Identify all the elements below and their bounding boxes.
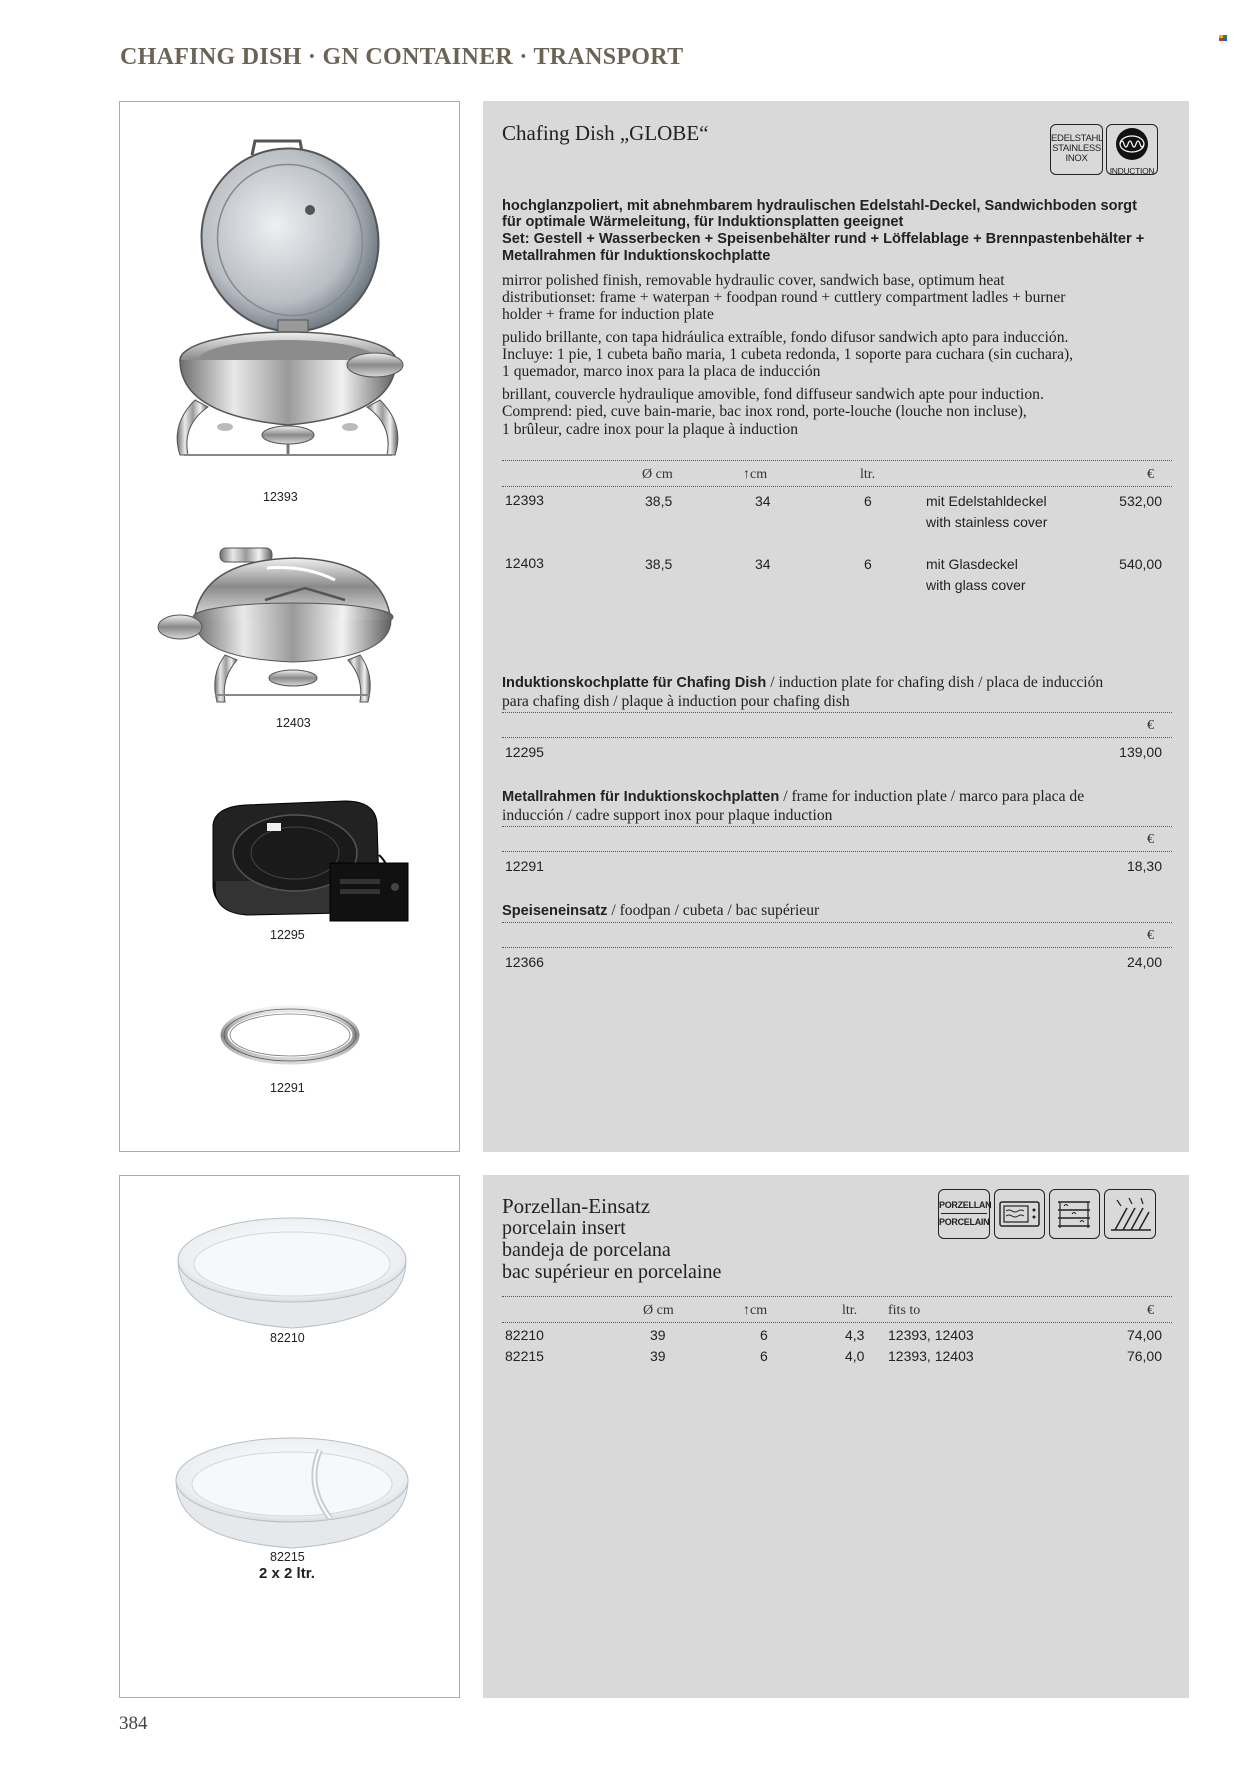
height-arrow-icon: ↑ [743,467,750,482]
foodpan-currency: € [1147,928,1154,943]
badge-text-inox: INOX [1065,153,1088,164]
header-volume: ltr. [860,467,876,482]
dishwasher-glyph [1050,1190,1099,1238]
image-code-12403: 12403 [276,716,311,730]
header-volume: ltr. [842,1303,858,1318]
desc-es-line-3: 1 quemador, marco inox para la placa de inducción [502,363,821,380]
product-title-porcelain: Porzellan-Einsatz [502,1194,651,1218]
desc-fr-line-2: Comprend: pied, cuve bain-marie, bac inox rond, porte-louche (louche non incluse), [502,403,1027,420]
table-divider [502,826,1172,827]
page-number: 384 [119,1713,148,1734]
table-divider [502,1296,1172,1297]
row-code: 82210 [505,1327,544,1343]
porcelain-sub-en: porcelain insert [502,1217,626,1239]
badge-text-porcelain: PORCELAIN [939,1217,990,1227]
row-code: 12393 [505,492,544,508]
induction-plate-title-bold: Induktionskochplatte für Chafing Dish [502,675,767,691]
desc-de-line-3: Set: Gestell + Wasserbecken + Speisenbehälter rund + Löffelablage + Brennpastenbehälter + [502,231,1145,247]
metal-ring-frame-icon [215,1000,365,1070]
row-diameter: 38,5 [645,556,673,572]
row-desc-en: with stainless cover [926,514,1048,530]
row-code: 82215 [505,1348,544,1364]
induction-plate-icon [205,795,415,930]
microwave-icon [994,1189,1045,1239]
header-currency: € [1147,467,1154,482]
row-price: 76,00 [1126,1348,1162,1364]
row-code: 12403 [505,555,544,571]
metal-frame-title-bold: Metallrahmen für Induktionskochplatten [502,789,780,805]
microwave-glyph [995,1190,1044,1238]
dishwasher-icon [1049,1189,1100,1239]
row-code: 12291 [505,858,544,874]
oven-heat-glyph [1105,1190,1155,1238]
desc-en-line-1: mirror polished finish, removable hydraulic cover, sandwich base, optimum heat [502,272,1005,289]
header-height [743,1303,767,1319]
oven-heat-icon [1104,1189,1156,1239]
table-divider [502,460,1172,461]
foodpan-title-bold: Speiseneinsatz [502,903,608,919]
desc-fr-line-1: brillant, couvercle hydraulique amovible, fond diffuseur sandwich apte pour induction. [502,386,1044,403]
image-code-12295: 12295 [270,928,305,942]
row-desc-de: mit Glasdeckel [926,556,1018,572]
header-height [743,467,767,483]
table-divider [502,486,1172,487]
row-height: 6 [760,1327,768,1343]
desc-es-line-2: Incluye: 1 pie, 1 cubeta baño maria, 1 cubeta redonda, 1 soporte para cuchara (sin cuchara), [502,346,1074,363]
row-height: 34 [755,556,771,572]
row-price: 139,00 [1119,744,1162,760]
row-desc-de: mit Edelstahldeckel [926,493,1047,509]
desc-fr-line-3: 1 brûleur, cadre inox pour la plaque à induction [502,421,798,438]
row-price: 18,30 [1126,858,1162,874]
header-fits: fits to [888,1303,921,1318]
badge-text-stainless: STAINLESS [1052,143,1101,154]
row-volume: 4,3 [845,1327,865,1343]
induction-badge [1106,124,1158,175]
table-divider [502,1322,1172,1323]
induction-plate-title [502,674,1182,692]
desc-en-line-3: holder + frame for induction plate [502,306,714,323]
induction-plate-title-line2: para chafing dish / plaque à induction pour chafing dish [502,693,850,710]
row-diameter: 38,5 [645,493,673,509]
foodpan-title [502,902,1182,920]
row-height: 34 [755,493,771,509]
row-desc-en: with glass cover [926,577,1026,593]
row-diameter: 39 [650,1348,666,1364]
porcelain-sub-es: bandeja de porcelana [502,1239,671,1261]
row-fits: 12393, 12403 [888,1348,974,1364]
metal-frame-currency: € [1147,832,1154,847]
stainless-steel-badge [1050,124,1103,175]
badge-text-porzellan: PORZELLAN [939,1200,992,1210]
header-height-label: cm [750,467,768,482]
image-code-12291: 12291 [270,1081,305,1095]
header-currency: € [1147,1303,1154,1318]
metal-frame-title-rest: / frame for induction plate / marco para placa de [779,788,1085,805]
image-code-12393: 12393 [263,490,298,504]
induction-plate-title-rest: / induction plate for chafing dish / placa de inducción [766,674,1104,691]
page-header-title: CHAFING DISH · GN CONTAINER · TRANSPORT [120,44,684,70]
desc-de-line-1: hochglanzpoliert, mit abnehmbarem hydraulischen Edelstahl-Deckel, Sandwichboden sorgt [502,198,1137,214]
badge-text-edelstahl: EDELSTAHL [1051,133,1104,144]
row-diameter: 39 [650,1327,666,1343]
row-code: 12366 [505,954,544,970]
row-price: 74,00 [1126,1327,1162,1343]
porcelain-divided-insert-icon [170,1430,415,1555]
row-price: 532,00 [1119,493,1162,509]
desc-es-line-1: pulido brillante, con tapa hidráulica extraíble, fondo difusor sandwich apto para inducción. [502,329,1069,346]
header-height-label: cm [750,1303,768,1318]
desc-de-line-2: für optimale Wärmeleitung, für Induktionsplatten geeignet [502,214,904,230]
color-mark-icon [1219,35,1227,42]
porcelain-badge [938,1189,990,1239]
desc-en-line-2: distributionset: frame + waterpan + foodpan round + cuttlery compartment ladles + burner [502,289,1066,306]
image-code-82210: 82210 [270,1331,305,1345]
porcelain-sub-fr: bac supérieur en porcelaine [502,1261,722,1283]
table-divider [502,737,1172,738]
induction-plate-currency: € [1147,718,1154,733]
porcelain-round-insert-icon [172,1210,412,1335]
product-title-globe: Chafing Dish „GLOBE“ [502,121,709,145]
row-volume: 4,0 [845,1348,865,1364]
metal-frame-title-line2: inducción / cadre support inox pour plaque induction [502,807,833,824]
chafing-dish-closed-lid-icon [155,540,420,710]
header-diameter: Ø cm [642,467,673,482]
image-code-82215: 82215 [270,1550,305,1564]
row-price: 24,00 [1126,954,1162,970]
row-code: 12295 [505,744,544,760]
row-height: 6 [760,1348,768,1364]
row-volume: 6 [864,556,872,572]
metal-frame-title [502,788,1182,806]
badge-text-induction: INDUCTION [1109,166,1155,176]
table-divider [502,712,1172,713]
table-divider [502,922,1172,923]
chafing-dish-open-lid-icon [160,135,415,505]
row-fits: 12393, 12403 [888,1327,974,1343]
table-divider [502,851,1172,852]
induction-coil-icon [1107,125,1157,163]
row-volume: 6 [864,493,872,509]
height-arrow-icon: ↑ [743,1303,750,1318]
header-diameter: Ø cm [643,1303,674,1318]
capacity-note: 2 x 2 ltr. [259,1565,315,1582]
table-divider [502,947,1172,948]
foodpan-title-rest: / foodpan / cubeta / bac supérieur [607,902,820,919]
row-price: 540,00 [1119,556,1162,572]
desc-de-line-4: Metallrahmen für Induktionskochplatte [502,248,771,264]
